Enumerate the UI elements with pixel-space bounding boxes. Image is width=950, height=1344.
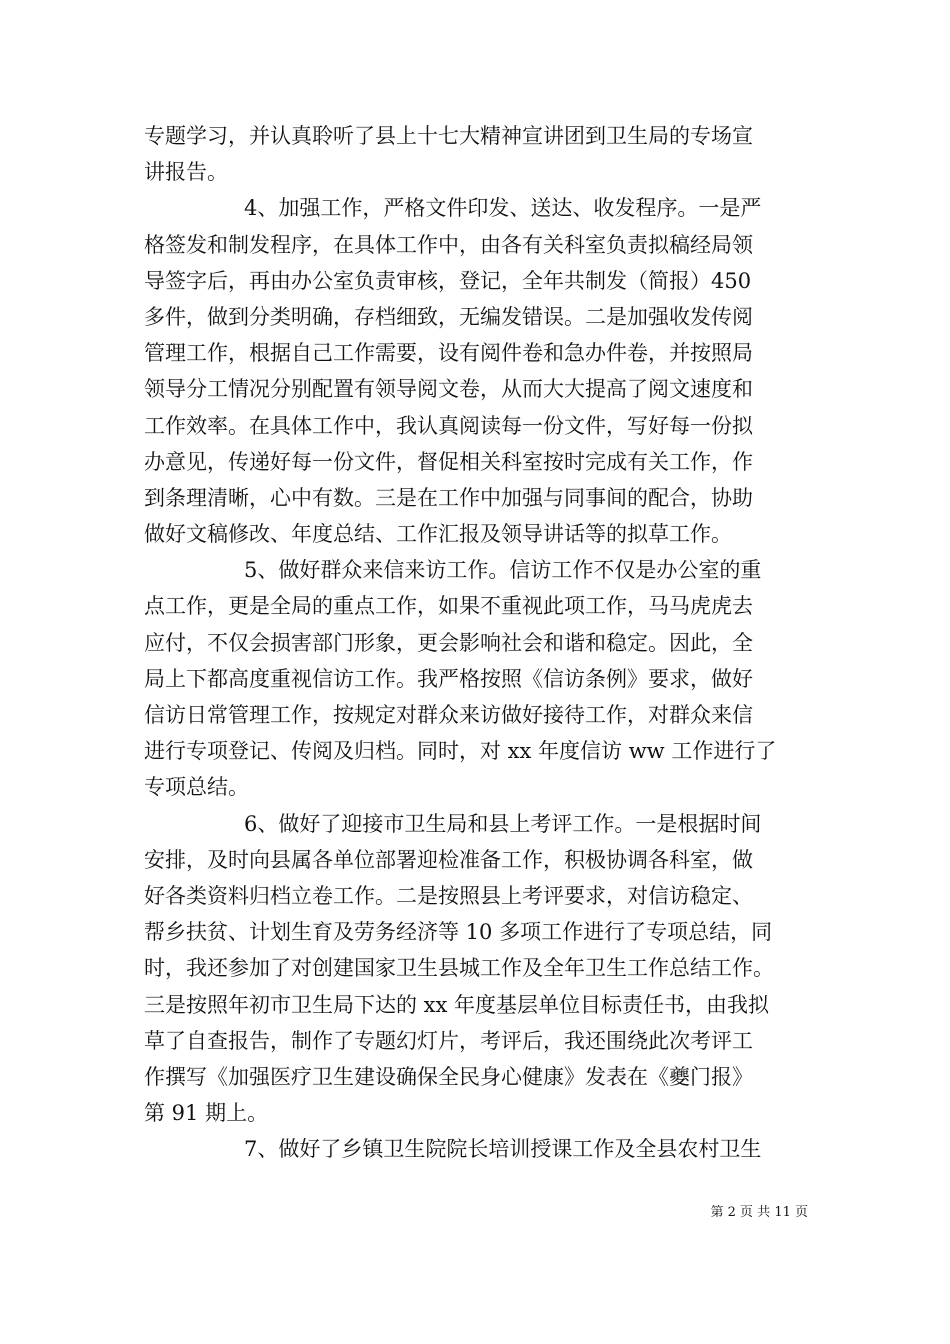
body-text	[144, 118, 808, 1167]
text-line: 专项总结。	[144, 775, 249, 800]
text-line: 安排，及时向县属各单位部署迎检准备工作，积极协调各科室，做	[144, 847, 753, 872]
text-line: 做好文稿修改、年度总结、工作汇报及领导讲话等的拟草工作。	[144, 522, 732, 547]
paragraph-start-5: 5、做好群众来信来访工作。信访工作不仅是办公室的重	[244, 558, 762, 583]
text-line: 管理工作，根据自己工作需要，设有阅件卷和急办件卷，并按照局	[144, 341, 753, 366]
text-line: 信访日常管理工作，按规定对群众来访做好接待工作，对群众来信	[144, 703, 753, 727]
text-line: 作撰写《加强医疗卫生建设确保全民身心健康》发表在《夔门报》	[144, 1064, 753, 1089]
text-line: 办意见，传递好每一份文件，督促相关科室按时完成有关工作，作	[144, 449, 753, 474]
text-line: 领导分工情况分别配置有领导阅文卷，从而大大提高了阅文速度和	[144, 377, 753, 402]
text-line: 格签发和制发程序，在具体工作中，由各有关科室负责拟稿经局领	[144, 232, 753, 257]
text-line: 局上下都高度重视信访工作。我严格按照《信访条例》要求，做好	[144, 666, 753, 691]
text-line: 到条理清晰，心中有数。三是在工作中加强与同事间的配合，协助	[144, 485, 753, 510]
text-line: 导签字后，再由办公室负责审核，登记，全年共制发（简报）450	[144, 268, 752, 293]
text-line: 讲报告。	[144, 160, 228, 185]
text-line: 帮乡扶贫、计划生育及劳务经济等 10 多项工作进行了专项总结，同	[144, 920, 773, 945]
text-line: 三是按照年初市卫生局下达的 xx 年度基层单位目标责任书，由我拟	[144, 992, 770, 1017]
paragraph-start-6: 6、做好了迎接市卫生局和县上考评工作。一是根据时间	[244, 811, 762, 836]
text-line: 点工作，更是全局的重点工作，如果不重视此项工作，马马虎虎去	[144, 594, 753, 619]
text-line: 工作效率。在具体工作中，我认真阅读每一份文件，写好每一份拟	[144, 413, 753, 438]
text-line: 时，我还参加了对创建国家卫生县城工作及全年卫生工作总结工作。	[144, 956, 774, 981]
text-line: 应付，不仅会损害部门形象，更会影响社会和谐和稳定。因此，全	[144, 630, 753, 655]
text-line: 进行专项登记、传阅及归档。同时，对 xx 年度信访 ww 工作进行了	[144, 739, 777, 764]
text-line: 多件，做到分类明确，存档细致，无编发错误。二是加强收发传阅	[144, 304, 753, 329]
text-line: 草了自查报告，制作了专题幻灯片，考评后，我还围绕此次考评工	[144, 1028, 753, 1053]
page-number-footer: 第 2 页 共 11 页	[710, 1205, 808, 1220]
text-line: 专题学习，并认真聆听了县上十七大精神宣讲团到卫生局的专场宣	[144, 124, 753, 148]
paragraph-start-4: 4、加强工作，严格文件印发、送达、收发程序。一是严	[244, 196, 762, 221]
text-line: 第 91 期上。	[144, 1101, 269, 1126]
paragraph-start-7: 7、做好了乡镇卫生院院长培训授课工作及全县农村卫生	[244, 1137, 762, 1162]
text-line: 好各类资料归档立卷工作。二是按照县上考评要求，对信访稳定、	[144, 883, 753, 908]
